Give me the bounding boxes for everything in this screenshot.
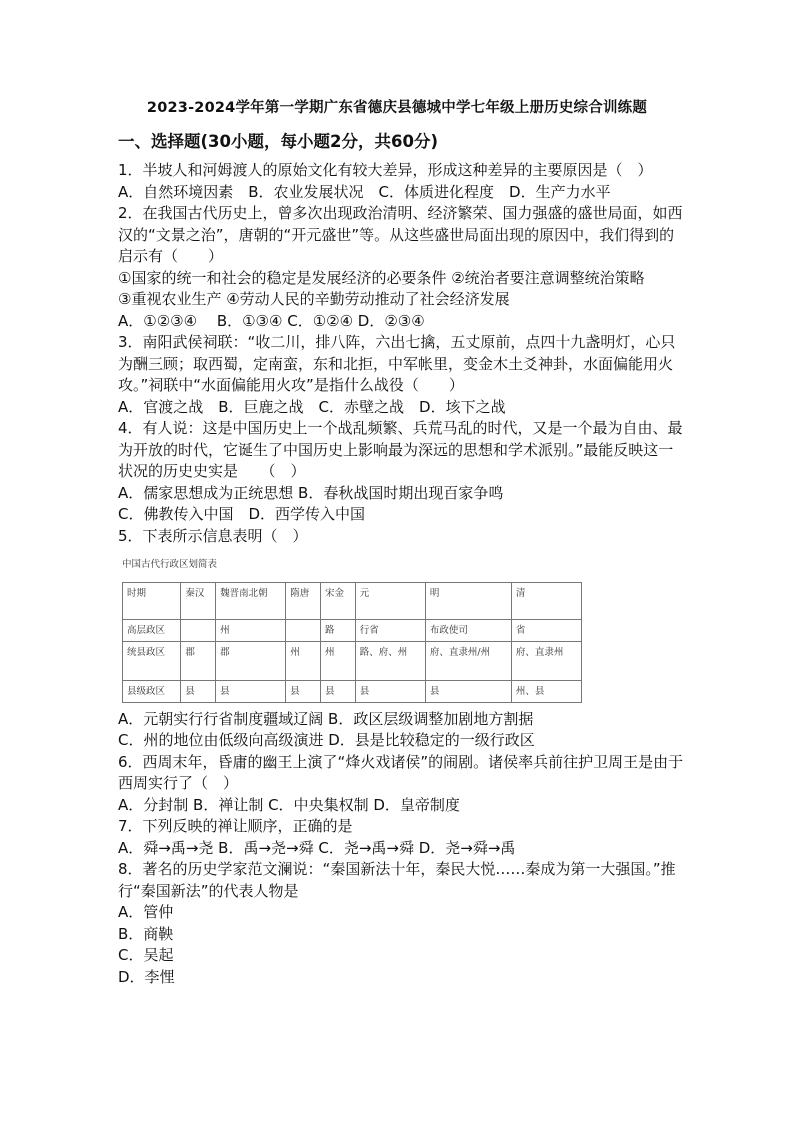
- question-1-stem: 1．半坡人和河姆渡人的原始文化有较大差异，形成这种差异的主要原因是（ ）: [118, 161, 653, 179]
- table-cell: 县: [216, 680, 286, 702]
- table-cell: 县: [355, 680, 425, 702]
- table-cell: 州、县: [511, 680, 581, 702]
- question-7-options: A．舜→禹→尧 B．禹→尧→舜 C．尧→禹→舜 D．尧→舜→禹: [118, 838, 516, 857]
- table-cell: 路、府、州: [355, 641, 425, 680]
- table-cell: 郡: [216, 641, 286, 680]
- question-4-options-cd: C．佛教传入中国 D．西学传入中国: [118, 505, 366, 523]
- admin-division-table: [122, 582, 582, 703]
- admin-division-table-block: [122, 554, 582, 703]
- question-6-stem: 6．西周末年，昏庸的幽王上演了“烽火戏诸侯”的闹剧。诸侯率兵前往护卫周王是由于西周实行了（ ）: [118, 752, 684, 792]
- question-2-statement-line-1: ①国家的统一和社会的稳定是发展经济的必要条件 ②统治者要注意调整统治策略: [118, 268, 645, 287]
- table-cell: 县: [286, 680, 321, 702]
- table-cell: 明: [425, 582, 511, 619]
- table-cell: 县: [425, 680, 511, 702]
- table-cell: 元: [355, 582, 425, 619]
- table-cell: 府、直隶州: [511, 641, 581, 680]
- table-cell: 州: [216, 619, 286, 641]
- table-cell: 布政使司: [425, 619, 511, 641]
- table-cell: 隋唐: [286, 582, 321, 619]
- question-8-stem: 8．著名的历史学家范文澜说：“秦国新法十年，秦民大悦……秦成为第一大强国。”推行“秦国新法”的代表人物是: [118, 860, 676, 900]
- question-5-options-ab: A．元朝实行行省制度疆域辽阔 B．政区层级调整加剧地方割据: [118, 709, 534, 728]
- page-title: 2023-2024学年第一学期广东省德庆县德城中学七年级上册历史综合训练题: [146, 100, 648, 116]
- table-cell: 路: [321, 619, 356, 641]
- question-5-stem: 5．下表所示信息表明（ ）: [118, 526, 308, 545]
- question-4-stem: 4．有人说：这是中国历史上一个战乱频繁、兵荒马乱的时代，又是一个最为自由、最为开放的时代，它诞生了中国历史上影响最为深远的思想和学术派别。”最能反映这一状况的历史史实是 （ ）: [118, 419, 683, 480]
- table-caption: 中国古代行政区划简表: [122, 559, 218, 570]
- question-7-stem: 7．下列反映的禅让顺序，正确的是: [118, 817, 353, 835]
- table-cell: 魏晋南北朝: [216, 582, 286, 619]
- table-row: [123, 582, 582, 619]
- question-4-options-ab: A．儒家思想成为正统思想 B．春秋战国时期出现百家争鸣: [118, 483, 504, 502]
- table-cell: 时期: [123, 582, 181, 619]
- table-cell: 行省: [355, 619, 425, 641]
- question-5-options-cd: C．州的地位由低级向高级演进 D．县是比较稳定的一级行政区: [118, 731, 535, 749]
- question-3-stem: 3．南阳武侯祠联：“收二川，排八阵，六出七擒，五丈原前，点四十九盏明灯，心只为酬三顾；取西蜀，定南蛮，东和北拒，中军帐里，变金木土爻神卦，水面偏能用火攻。”祠联中“水面偏能用火攻”是指什么战役（ ）: [118, 333, 676, 394]
- question-8-option-d: D．李悝: [118, 967, 175, 986]
- table-cell: 县级政区: [123, 680, 181, 702]
- table-cell: 统县政区: [123, 641, 181, 680]
- question-1-options: A．自然环境因素 B．农业发展状况 C．体质进化程度 D．生产力水平: [118, 182, 611, 201]
- table-row: [123, 641, 582, 680]
- question-8-option-a: A．管仲: [118, 903, 174, 921]
- table-cell: [286, 619, 321, 641]
- question-2-stem: 2．在我国古代历史上，曾多次出现政治清明、经济繁荣、国力强盛的盛世局面，如西汉的“文景之治”，唐朝的“开元盛世”等。从这些盛世局面出现的原因中，我们得到的启示有（ ）: [118, 204, 683, 265]
- table-cell: 县: [181, 680, 216, 702]
- table-cell: 宋金: [321, 582, 356, 619]
- question-6-options: A．分封制 B．禅让制 C．中央集权制 D．皇帝制度: [118, 795, 460, 814]
- section-heading: 一、选择题(30小题，每小题2分，共60分): [118, 132, 438, 151]
- question-8-option-b: B．商鞅: [118, 924, 174, 943]
- question-3-options: A．官渡之战 B．巨鹿之战 C．赤壁之战 D．垓下之战: [118, 397, 506, 416]
- question-2-statement-line-2: ③重视农业生产 ④劳动人民的辛勤劳动推动了社会经济发展: [118, 290, 510, 308]
- table-row: [123, 619, 582, 641]
- table-cell: 清: [511, 582, 581, 619]
- table-cell: 省: [511, 619, 581, 641]
- question-2-options: A．①②③④ B．①③④ C．①②④ D．②③④: [118, 311, 425, 330]
- table-cell: 高层政区: [123, 619, 181, 641]
- table-cell: [181, 619, 216, 641]
- table-cell: 府、直隶州/州: [425, 641, 511, 680]
- table-row: [123, 680, 582, 702]
- table-cell: 秦汉: [181, 582, 216, 619]
- question-list: [118, 160, 688, 988]
- table-cell: 州: [321, 641, 356, 680]
- table-cell: 州: [286, 641, 321, 680]
- question-8-option-c: C．吴起: [118, 946, 174, 964]
- table-cell: 郡: [181, 641, 216, 680]
- table-cell: 县: [321, 680, 356, 702]
